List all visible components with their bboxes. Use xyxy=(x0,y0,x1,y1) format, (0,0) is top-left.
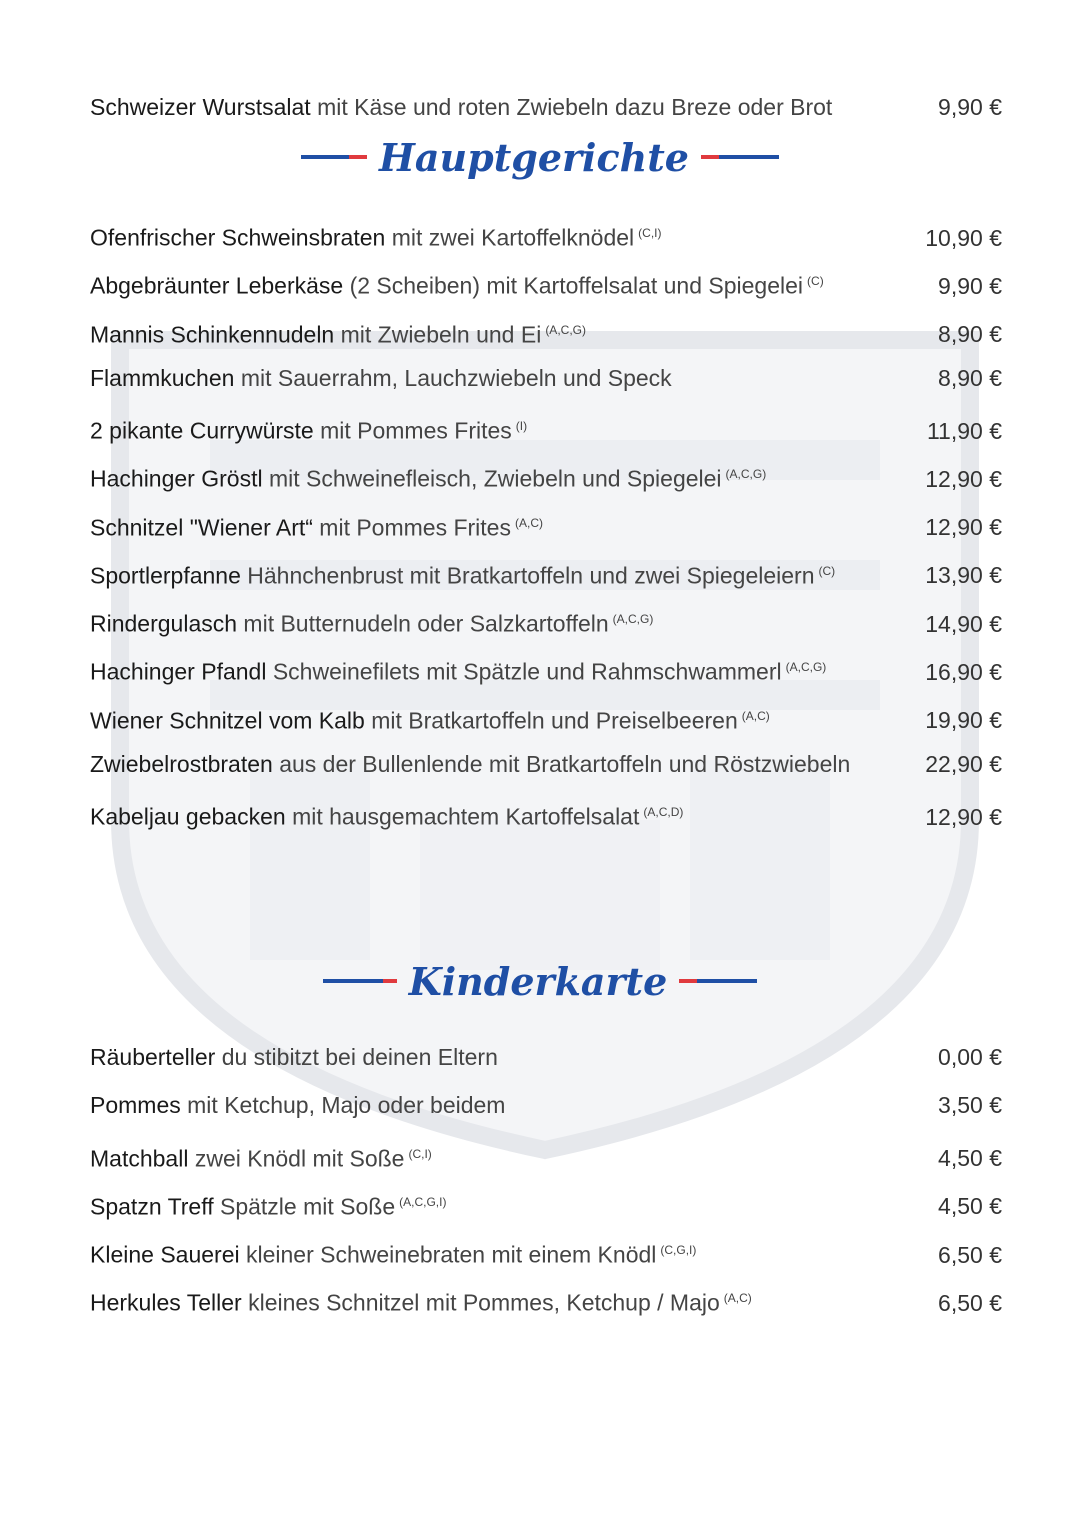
item-allergens: (A,C) xyxy=(514,515,543,530)
item-price: 12,90 € xyxy=(925,465,1002,492)
menu-item-text xyxy=(90,795,683,834)
item-description: Hähnchenbrust mit Bratkartoffeln und zwei Spiegeleiern xyxy=(247,562,815,589)
item-allergens: (A,C) xyxy=(741,708,770,723)
item-price: 9,90 € xyxy=(938,94,1002,120)
heading-right-dash xyxy=(701,155,779,159)
item-price: 3,50 € xyxy=(938,1092,1002,1119)
item-name: Hachinger Gröstl xyxy=(90,465,263,492)
item-name: Kleine Sauerei xyxy=(90,1241,240,1268)
item-description: mit Pommes Frites xyxy=(320,417,512,444)
heading-left-dash xyxy=(301,155,367,159)
item-price: 4,50 € xyxy=(938,1193,1002,1220)
item-description: mit Sauerrahm, Lauchzwiebeln und Speck xyxy=(240,364,672,391)
item-price: 19,90 € xyxy=(925,707,1002,734)
item-name: Pommes xyxy=(90,1092,181,1119)
menu-item-text xyxy=(90,506,543,545)
menu-item xyxy=(90,1088,1002,1122)
item-description: mit Schweinefleisch, Zwiebeln und Spiegelei xyxy=(268,465,722,492)
item-description: Schweinefilets mit Spätzle und Rahmschwammerl xyxy=(272,658,782,685)
menu-item-text xyxy=(90,90,832,124)
item-allergens: (C) xyxy=(818,563,836,578)
item-allergens: (C) xyxy=(807,274,824,289)
menu-item-text xyxy=(90,457,766,496)
item-allergens: (C,I) xyxy=(408,1146,432,1161)
menu-item-text xyxy=(90,747,850,781)
item-name: Rindergulasch xyxy=(90,610,238,637)
item-description: mit Zwiebeln und Ei xyxy=(340,321,542,348)
item-price: 6,50 € xyxy=(938,1289,1002,1316)
menu-item xyxy=(90,457,1002,491)
item-allergens: (A,C,G,I) xyxy=(399,1194,447,1209)
menu-item xyxy=(90,1137,1002,1171)
menu-item-text xyxy=(90,602,653,641)
item-name: Zwiebelrostbraten xyxy=(90,750,273,777)
item-name: Matchball xyxy=(90,1145,189,1172)
section-title: Hauptgerichte xyxy=(379,134,689,180)
item-price: 6,50 € xyxy=(938,1241,1002,1268)
item-name: Schweizer Wurstsalat xyxy=(90,94,311,120)
item-price: 8,90 € xyxy=(938,364,1002,391)
item-description: mit Käse und roten Zwiebeln dazu Breze oder Brot xyxy=(317,94,833,120)
menu-item xyxy=(90,361,1002,395)
item-description: mit Bratkartoffeln und Preiselbeeren xyxy=(371,707,738,734)
menu-item-text xyxy=(90,1088,505,1122)
item-description: (2 Scheiben) mit Kartoffelsalat und Spiegelei xyxy=(349,272,804,299)
item-allergens: (A,C,G) xyxy=(545,322,586,337)
item-allergens: (A,C,D) xyxy=(643,805,684,819)
item-allergens: (I) xyxy=(515,419,528,433)
item-allergens: (A,C,G) xyxy=(725,467,767,482)
item-price: 9,90 € xyxy=(938,272,1002,299)
menu-item-text xyxy=(90,216,662,255)
menu-item xyxy=(90,216,1002,250)
item-description: mit Ketchup, Majo oder beidem xyxy=(187,1092,506,1119)
menu-item xyxy=(90,506,1002,540)
menu-item xyxy=(90,313,1002,347)
item-description: du stibitzt bei deinen Eltern xyxy=(221,1044,498,1070)
item-name: Ofenfrischer Schweinsbraten xyxy=(90,224,386,251)
item-price: 12,90 € xyxy=(925,514,1002,541)
item-description: kleiner Schweinebraten mit einem Knödl xyxy=(246,1241,657,1268)
item-price: 13,90 € xyxy=(925,562,1002,589)
menu-item-text xyxy=(90,313,586,352)
menu-item-text xyxy=(90,409,527,448)
item-price: 16,90 € xyxy=(925,658,1002,685)
item-description: kleines Schnitzel mit Pommes, Ketchup / Majo xyxy=(248,1289,720,1316)
item-description: mit Pommes Frites xyxy=(319,514,511,541)
menu-item xyxy=(90,1281,1002,1315)
item-description: mit hausgemachtem Kartoffelsalat xyxy=(292,803,640,830)
menu-item-text xyxy=(90,264,824,303)
menu-item-text xyxy=(90,650,826,689)
menu-item xyxy=(90,1185,1002,1219)
section-title: Kinderkarte xyxy=(408,958,668,1004)
menu-item xyxy=(90,554,1002,588)
heading-right-dash xyxy=(679,979,757,983)
item-name: Herkules Teller xyxy=(90,1289,242,1316)
item-allergens: (A,C,G) xyxy=(785,660,827,675)
menu-item-text xyxy=(90,1233,696,1272)
menu-item-text xyxy=(90,1281,752,1320)
item-name: Hachinger Pfandl xyxy=(90,658,267,685)
menu-item xyxy=(90,602,1002,636)
item-allergens: (C,I) xyxy=(638,226,662,240)
item-description: Spätzle mit Soße xyxy=(219,1193,396,1220)
menu-item xyxy=(90,409,1002,443)
item-name: Mannis Schinkennudeln xyxy=(90,321,335,348)
item-allergens: (A,C) xyxy=(723,1291,752,1306)
menu-item-schweizer-wurstsalat xyxy=(90,90,1002,124)
item-price: 11,90 € xyxy=(926,417,1002,444)
menu-item xyxy=(90,1233,1002,1267)
menu-item-text xyxy=(90,361,672,395)
item-price: 12,90 € xyxy=(925,803,1002,830)
item-allergens: (C,G,I) xyxy=(660,1243,697,1257)
item-name: Abgebräunter Leberkäse xyxy=(90,272,344,299)
item-price: 10,90 € xyxy=(925,224,1002,251)
heading-left-dash xyxy=(323,979,397,983)
menu-item-text xyxy=(90,1137,432,1176)
menu-item xyxy=(90,747,1002,781)
item-description: mit Butternudeln oder Salzkartoffeln xyxy=(243,610,609,637)
item-price: 14,90 € xyxy=(925,610,1002,637)
item-allergens: (A,C,G) xyxy=(612,612,654,626)
menu-item xyxy=(90,264,1002,298)
section-heading-kinderkarte xyxy=(0,956,1080,1006)
item-description: aus der Bullenlende mit Bratkartoffeln und Röstzwiebeln xyxy=(279,750,851,777)
item-price: 8,90 € xyxy=(938,321,1002,348)
menu-item xyxy=(90,795,1002,829)
menu-item-text xyxy=(90,699,770,738)
item-name: Schnitzel "Wiener Art“ xyxy=(90,514,313,541)
item-description: mit zwei Kartoffelknödel xyxy=(391,224,635,251)
menu-item xyxy=(90,699,1002,733)
item-name: 2 pikante Currywürste xyxy=(90,417,314,444)
item-description: zwei Knödl mit Soße xyxy=(194,1145,405,1172)
item-name: Kabeljau gebacken xyxy=(90,803,286,830)
menu-item xyxy=(90,650,1002,684)
item-name: Sportlerpfanne xyxy=(90,562,241,589)
menu-item-text xyxy=(90,554,835,593)
item-name: Spatzn Treff xyxy=(90,1193,214,1220)
menu-item xyxy=(90,1040,1002,1074)
item-name: Räuberteller xyxy=(90,1044,216,1070)
item-name: Flammkuchen xyxy=(90,364,235,391)
item-name: Wiener Schnitzel vom Kalb xyxy=(90,707,365,734)
menu-item-text xyxy=(90,1040,498,1074)
item-price: 4,50 € xyxy=(938,1145,1002,1172)
item-price: 0,00 € xyxy=(938,1044,1002,1070)
menu-item-text xyxy=(90,1185,446,1224)
section-heading-hauptgerichte xyxy=(0,132,1080,182)
item-price: 22,90 € xyxy=(925,750,1002,777)
